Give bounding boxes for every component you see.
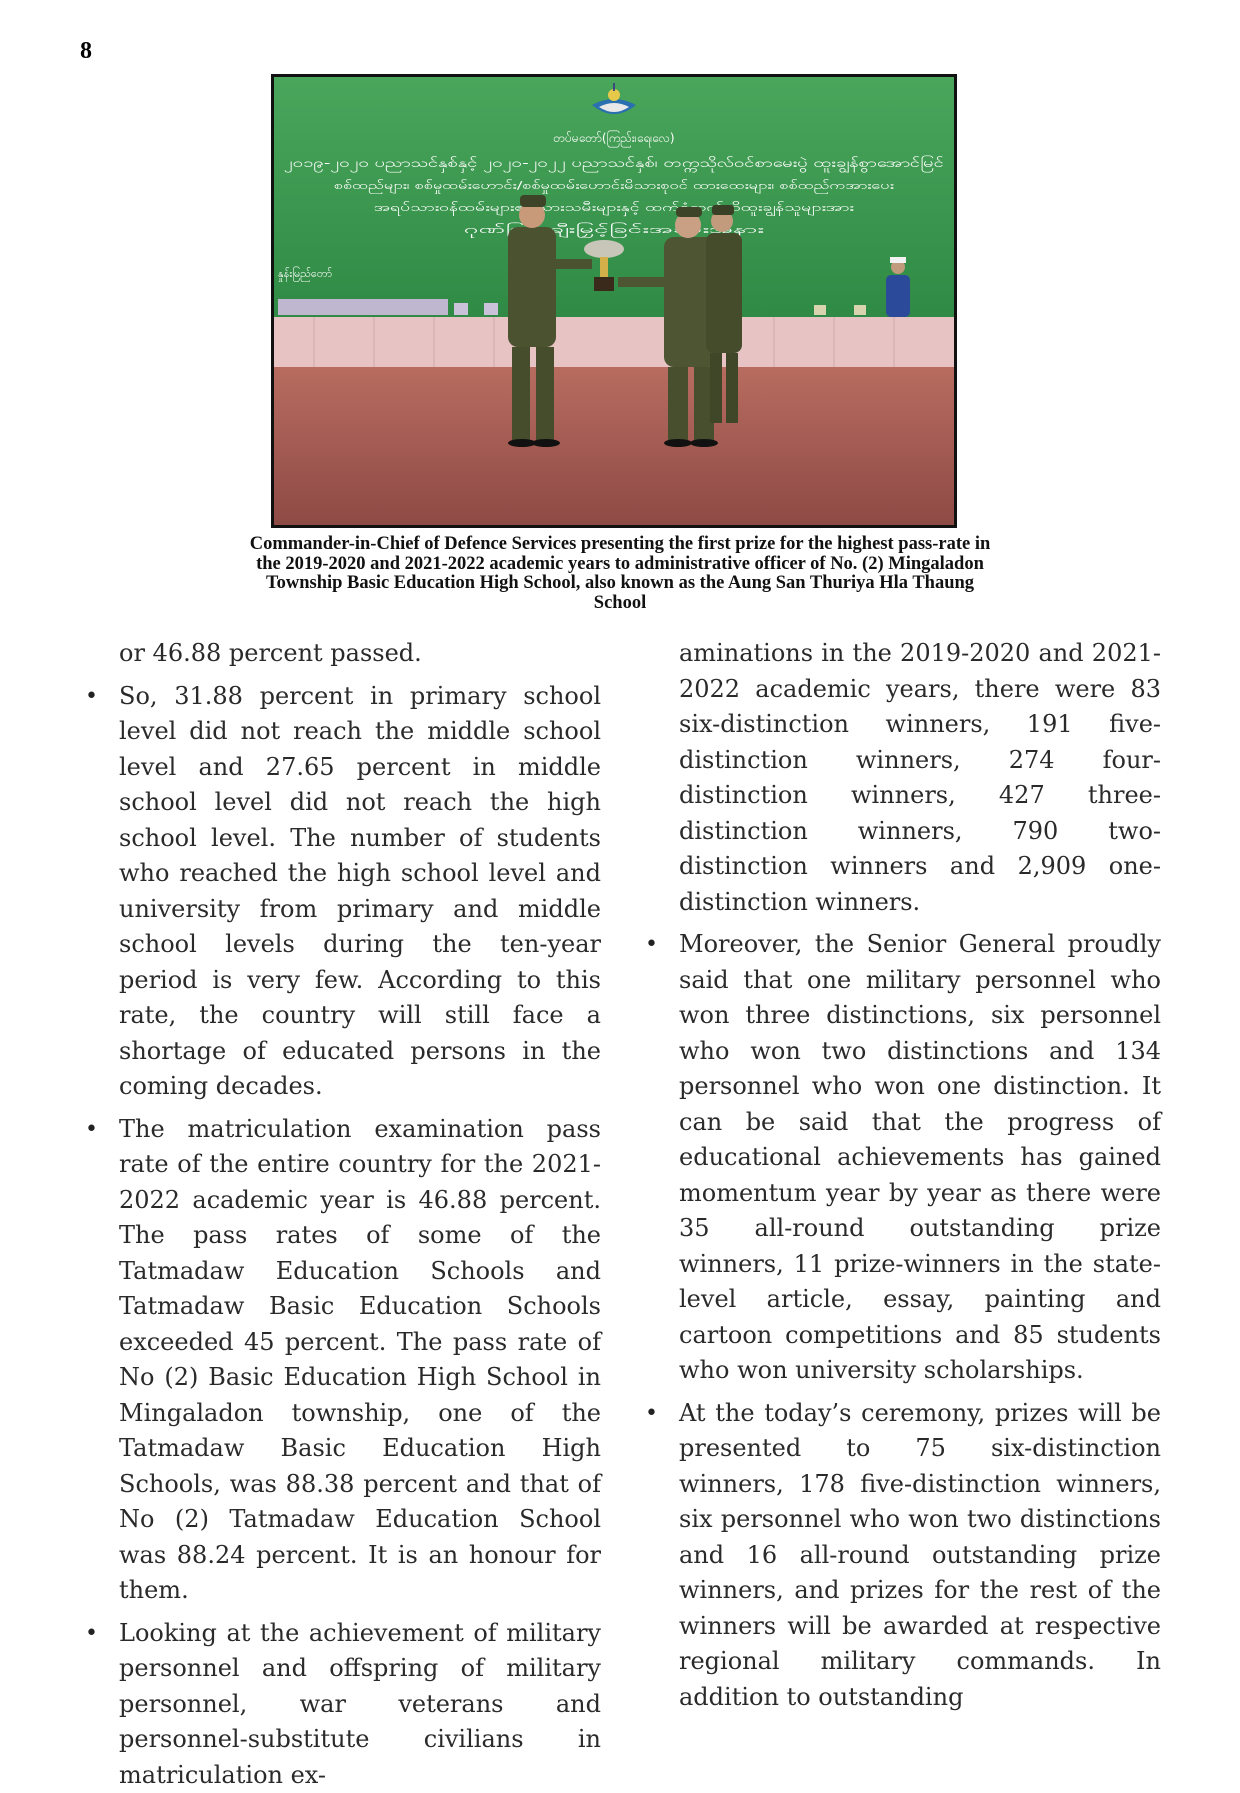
bullet-item: • Moreover, the Senior General proudly said that one military personnel who won three distinctions, six personnel who won two distinctions and 134 personnel who won one distinction. It can be said that the progress of educational achievements has gained momentum year by year as there were 35 all-round outstanding prize winners, 11 prize-winners in the state-level article, essay, painting and cartoon competitions and 85 students who won university scholarships. bbox=[679, 927, 1161, 1389]
caption-line-3: Township Basic Education High School, also known as the Aung San Thuriya Hla Thaung bbox=[190, 574, 1050, 594]
left-bullet-list bbox=[119, 679, 601, 1793]
caption-line-2: the 2019-2020 and 2021-2022 academic years to administrative officer of No. (2) Mingaladon bbox=[190, 555, 1050, 575]
left-column bbox=[119, 636, 601, 1793]
caption-line-1: Commander-in-Chief of Defence Services presenting the first prize for the highest pass-rate in bbox=[190, 535, 1050, 555]
banner-line-1: တပ်မတော်(ကြည်း၊ရေ၊လေ) bbox=[553, 129, 674, 148]
ceremony-photo bbox=[271, 74, 957, 528]
bullet-item: • So, 31.88 percent in primary school level did not reach the middle school level and 27.65 percent in middle school level did not reach the high school level. The number of students who reached the high school level and university from primary and middle school levels during the ten-year period is very few. According to this rate, the country will still face a shortage of educated persons in the coming decades. bbox=[119, 679, 601, 1105]
right-intro-text: aminations in the 2019-2020 and 2021-2022 academic years, there were 83 six-distinction winners, 191 five-distinction winners, 274 four-distinction winners, 427 three-distinction winners, 790 two-distinction winners and 2,909 one-distinction winners. bbox=[679, 636, 1161, 920]
banner-side-text: နှုန်းမြည်တော် bbox=[278, 266, 332, 282]
stage-table bbox=[274, 317, 954, 367]
stage-floor bbox=[274, 367, 954, 525]
caption-line-4: School bbox=[190, 594, 1050, 614]
ceremony-photo-drawing bbox=[274, 77, 954, 525]
banner-line-2: ၂၀၁၉-၂၀၂၀ ပညာသင်နှစ်နှင့် ၂၀၂၀-၂၀၂၂ ပညာသင်နှစ်၊ တက္ကသိုလ်ဝင်စာမေးပွဲ ထူးချွန်စွာအောင်မြင် bbox=[284, 154, 944, 174]
left-intro-text: or 46.88 percent passed. bbox=[119, 636, 601, 672]
right-bullet-list bbox=[679, 927, 1161, 1715]
page-number: 8 bbox=[80, 38, 92, 65]
bullet-item: • At the today’s ceremony, prizes will be presented to 75 six-distinction winners, 178 five-distinction winners, six personnel who won two distinctions and 16 all-round outstanding prize winners, and prizes for the rest of the winners will be awarded at respective regional military commands. In addition to outstanding bbox=[679, 1396, 1161, 1716]
banner-line-3: စစ်ထည်များ၊ စစ်မှုထမ်းဟောင်း/စစ်မှုထမ်းဟောင်းမိသားစုဝင် ထားထေးများ၊ စစ်ထည်ကအားပေး bbox=[334, 179, 894, 194]
right-column bbox=[679, 636, 1161, 1715]
bullet-item: • The matriculation examination pass rate of the entire country for the 2021-2022 academic year is 46.88 percent. The pass rates of some of the Tatmadaw Education Schools and Tatmadaw Basic Education Schools exceeded 45 percent. The pass rate of No (2) Basic Education High School in Mingaladon township, one of the Tatmadaw Basic Education High Schools, was 88.38 percent and that of No (2) Tatmadaw Education School was 88.24 percent. It is an honour for them. bbox=[119, 1112, 601, 1609]
bullet-item: • Looking at the achievement of military personnel and offspring of military personnel, war veterans and personnel-substitute civilians in matriculation ex- bbox=[119, 1616, 601, 1793]
photo-caption bbox=[190, 535, 1050, 613]
